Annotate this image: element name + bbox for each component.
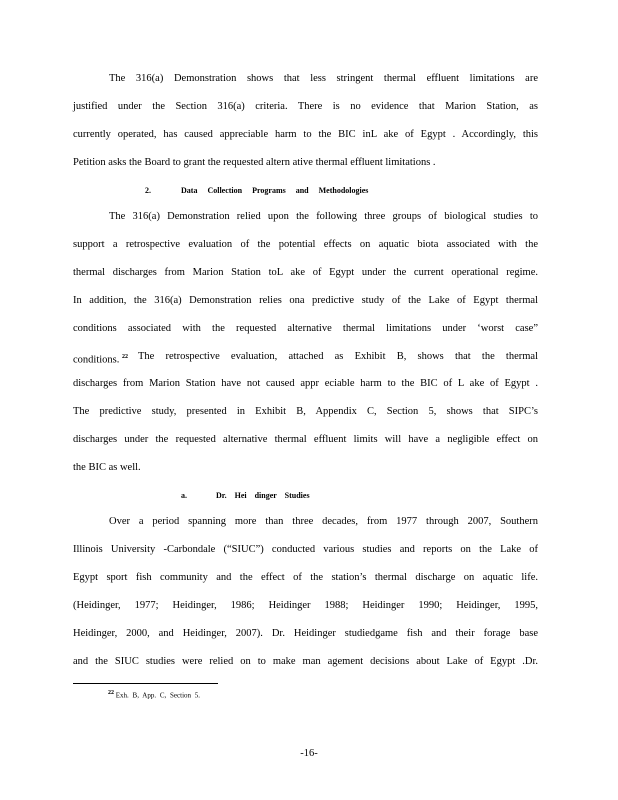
paragraph-line: currently operated, has caused appreciable harm to the BIC inL ake of Egypt . Accordingly, this [73,129,538,140]
paragraph-line: (Heidinger, 1977; Heidinger, 1986; Heidinger 1988; Heidinger 1990; Heidinger, 1995, [73,600,538,611]
paragraph-line: discharges under the requested alternative thermal effluent limits will have a negligible effect on [73,434,538,445]
paragraph-text: conditions. [73,354,120,366]
paragraph-line: The predictive study, presented in Exhibit B, Appendix C, Section 5, shows that SIPC’s [73,406,538,417]
paragraph-line: justified under the Section 316(a) criteria. There is no evidence that Marion Station, as [73,101,538,112]
paragraph-line: Egypt sport fish community and the effect of the station’s thermal discharge on aquatic life. [73,572,538,583]
footnote-divider [73,683,218,684]
paragraph-line: In addition, the 316(a) Demonstration relies ona predictive study of the Lake of Egypt thermal [73,295,538,306]
page-number: -16- [300,748,318,759]
paragraph-line: discharges from Marion Station have not caused appr eciable harm to the BIC of L ake of Egypt . [73,378,538,389]
footnote [108,690,200,699]
paragraph-line: The 316(a) Demonstration shows that less stringent thermal effluent limitations are [109,73,538,84]
footnote-text: Exh. B, App. C, Section 5. [115,691,201,700]
paragraph-line-with-footnote [73,350,538,368]
paragraph-line: the BIC as well. [73,462,141,473]
paragraph-text: The retrospective evaluation, attached as Exhibit B, shows that the thermal [138,351,538,362]
paragraph-line: and the SIUC studies were relied on to make man agement decisions about Lake of Egypt .Dr. [73,656,538,667]
paragraph-line: support a retrospective evaluation of the potential effects on aquatic biota associated with the [73,239,538,250]
footnote-reference[interactable]: 22 [122,354,128,360]
paragraph-line: Over a period spanning more than three decades, from 1977 through 2007, Southern [109,516,538,527]
paragraph-line: The 316(a) Demonstration relied upon the following three groups of biological studies to [109,211,538,222]
section-heading-number: 2. [145,186,151,195]
section-heading: Data Collection Programs and Methodologies [181,186,369,195]
paragraph-line: Illinois University -Carbondale (“SIUC”) conducted various studies and reports on the Lake of [73,544,538,555]
subsection-heading-number: a. [181,491,187,500]
paragraph-line: thermal discharges from Marion Station toL ake of Egypt under the current operational regime. [73,267,538,278]
subsection-heading: Dr. Hei dinger Studies [216,491,310,500]
footnote-number: 22 [108,690,114,696]
paragraph-line: Heidinger, 2000, and Heidinger, 2007). Dr. Heidinger studiedgame fish and their forage base [73,628,538,639]
paragraph-line: Petition asks the Board to grant the requested altern ative thermal effluent limitations . [73,157,436,168]
paragraph-line: conditions associated with the requested alternative thermal limitations under ‘worst case” [73,323,538,334]
